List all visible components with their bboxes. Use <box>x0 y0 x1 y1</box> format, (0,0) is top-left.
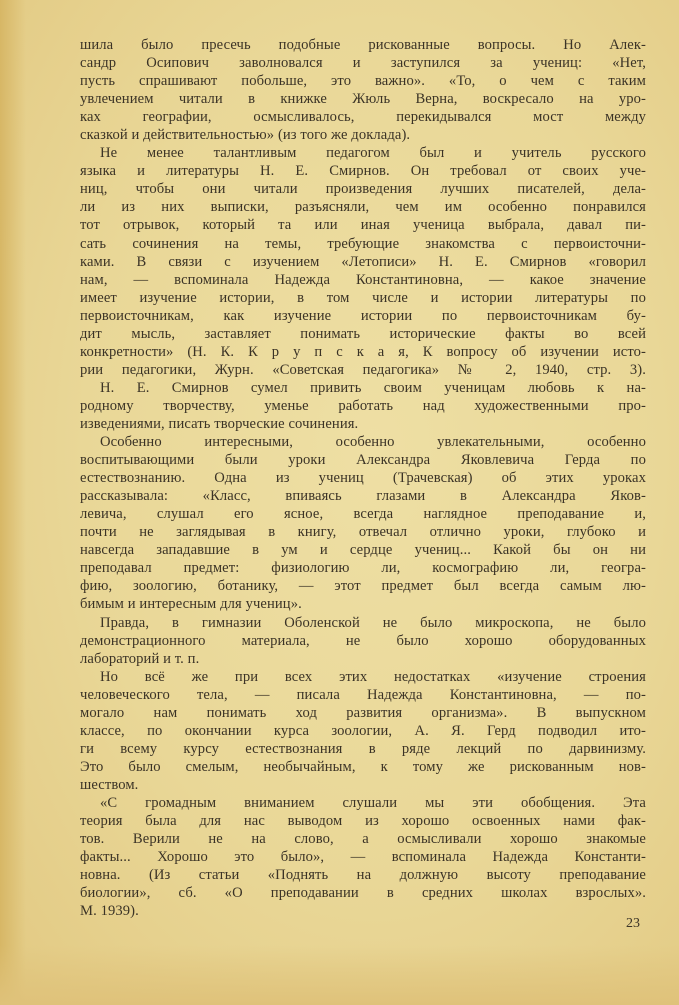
text-line: первоисточникам, как изучение истории по первоисточникам бу- <box>80 307 646 324</box>
text-line: рассказывала: «Класс, впиваясь глазами в Александра Яков- <box>80 488 646 505</box>
text-line: изведениями, писать творческие сочинения. <box>80 415 359 432</box>
page-bottom-shadow <box>0 945 679 1005</box>
text-line: увлечением читали в книжке Жюль Верна, воскресало на уро- <box>80 91 646 108</box>
text-line: ли из них выписки, разъясняли, чем им особенно понравился <box>80 199 646 216</box>
text-line: могало нам понимать ход развития организма». В выпускном <box>80 704 646 721</box>
text-line: классе, по окончании курса зоологии, А. Я. Герд подводил ито- <box>80 722 646 739</box>
text-line: нам, — вспоминала Надежда Константиновна, — какое значение <box>80 271 646 288</box>
text-line: сандр Осипович заволновался и заступился за учениц: «Нет, <box>80 55 646 72</box>
text-line: пусть спрашивают побольше, это важно». «То, о чем с таким <box>80 73 646 90</box>
text-line: биологии», сб. «О преподавании в средних школах взрослых». <box>80 885 646 902</box>
text-line: имеет изучение истории, в том числе и истории литературы по <box>80 289 646 306</box>
text-line: дит мысль, заставляет понимать исторические факты во всей <box>80 325 646 342</box>
text-line: теория была для нас выводом из хорошо освоенных нами фак- <box>80 813 646 830</box>
text-line: родному творчеству, уменье работать над художественными про- <box>80 397 646 414</box>
text-line: языка и литературы Н. Е. Смирнов. Он требовал от своих уче- <box>80 163 646 180</box>
text-line: Правда, в гимназии Оболенской не было микроскопа, не было <box>100 614 646 631</box>
text-line: лабораторий и т. п. <box>80 650 200 667</box>
text-line: рии педагогики, Журн. «Советская педагогика» № 2, 1940, стр. 3). <box>80 361 646 378</box>
text-line: М. 1939). <box>80 903 139 920</box>
text-line: Это было смелым, необычайным, к тому же рискованным нов- <box>80 758 646 775</box>
page-edge-shadow <box>0 0 26 1005</box>
text-line: шила было пресечь подобные рискованные вопросы. Но Алек- <box>80 37 646 53</box>
text-line: воспитывающими были уроки Александра Яковлевича Герда по <box>80 452 646 469</box>
text-line: почти не заглядывая в книгу, отвечал отлично уроки, глубоко и <box>80 524 646 541</box>
text-line: ниц, чтобы они читали произведения лучших писателей, дела- <box>80 181 646 198</box>
text-line: Особенно интересными, особенно увлекательными, особенно <box>100 434 646 451</box>
page-number: 23 <box>626 916 640 931</box>
text-line: Н. Е. Смирнов сумел привить своим ученицам любовь к на- <box>100 379 646 396</box>
text-line: левича, слушал его ясное, всегда наглядное преподавание и, <box>80 506 646 523</box>
text-line: факты... Хорошо это было», — вспоминала Надежда Константи- <box>80 849 646 866</box>
text-line: сать сочинения на темы, требующие знакомства с первоисточни- <box>80 235 646 252</box>
text-line: естествознанию. Одна из учениц (Трачевская) об этих уроках <box>80 470 646 487</box>
text-line: «С громадным вниманием слушали мы эти обобщения. Эта <box>100 794 646 811</box>
text-line: новна. (Из статьи «Поднять на должную высоту преподавание <box>80 867 646 884</box>
text-line: ками. В связи с изучением «Летописи» Н. Е. Смирнов «говорил <box>80 253 646 270</box>
text-line: тот отрывок, который та или иная ученица выбрала, давал пи- <box>80 217 646 234</box>
text-line: конкретности» (Н. К. К р у п с к а я, К вопросу об изучении исто- <box>80 343 646 360</box>
text-line: шеством. <box>80 776 139 793</box>
text-line: фию, зоологию, ботанику, — этот предмет был всегда самым лю- <box>80 578 646 595</box>
text-line: сказкой и действительностью» (из того же доклада). <box>80 127 411 144</box>
text-line: ках географии, осмысливалось, перекидывался мост между <box>80 109 646 126</box>
page-body-text <box>80 36 646 920</box>
text-line: тов. Верили не на слово, а осмысливали хорошо знакомые <box>80 831 646 848</box>
text-line: Но всё же при всех этих недостатках «изучение строения <box>100 668 646 685</box>
text-line: навсегда западавшие в ум и сердце учениц... Какой бы он ни <box>80 542 646 559</box>
text-line: Не менее талантливым педагогом был и учитель русского <box>100 145 646 162</box>
text-line: ги всему курсу естествознания в ряде лекций по дарвинизму. <box>80 740 646 757</box>
text-line: демонстрационного материала, не было хорошо оборудованных <box>80 632 646 649</box>
text-line: преподавал предмет: физиологию ли, космографию ли, геогра- <box>80 560 646 577</box>
text-line: человеческого тела, — писала Надежда Константиновна, — по- <box>80 686 646 703</box>
text-line: бимым и интересным для учениц». <box>80 596 302 613</box>
